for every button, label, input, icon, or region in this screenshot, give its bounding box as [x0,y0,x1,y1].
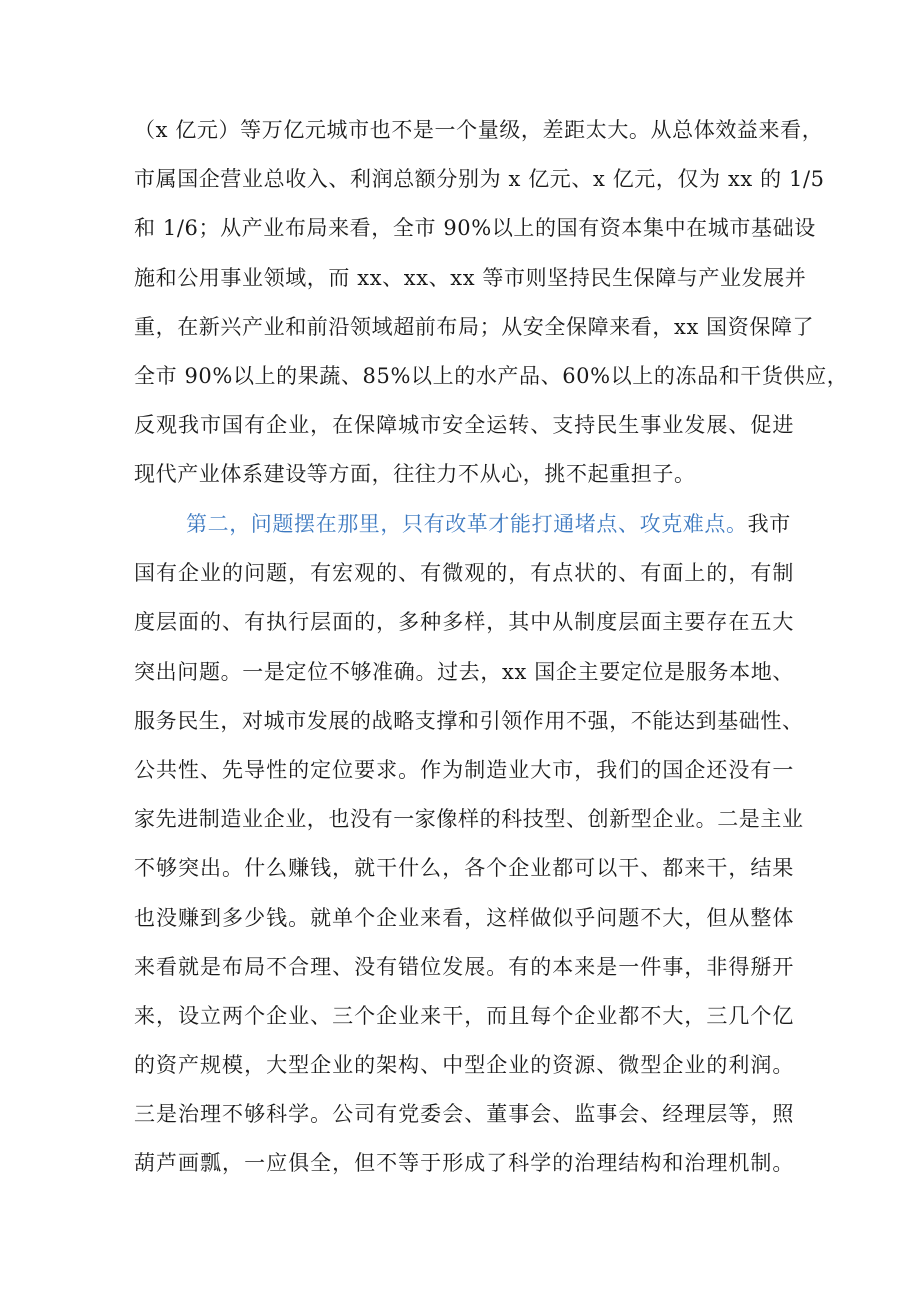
text-line: 市属国企营业总收入、利润总额分别为 x 亿元、x 亿元，仅为 xx 的 1/5 [134,167,825,192]
text-line: 服务民生，对城市发展的战略支撑和引领作用不强，不能达到基础性、 [134,708,804,733]
heading-line-continuation: 我市 [747,512,791,536]
paragraph-2-first-line [134,500,794,549]
text-line: 的资产规模，大型企业的架构、中型企业的资源、微型企业的利润。 [134,1053,794,1078]
text-line: 来看就是布局不合理、没有错位发展。有的本来是一件事，非得掰开 [134,954,794,979]
text-line: 也没赚到多少钱。就单个企业来看，这样做似乎问题不大，但从整体 [134,905,794,930]
text-line: 家先进制造业企业，也没有一家像样的科技型、创新型企业。二是主业 [134,807,804,832]
text-line: 度层面的、有执行层面的，多种多样，其中从制度层面主要存在五大 [134,610,794,635]
text-line: 反观我市国有企业，在保障城市安全运转、支持民生事业发展、促进 [134,413,794,438]
section-heading: 第二，问题摆在那里，只有改革才能打通堵点、攻克难点。 [186,512,748,536]
text-line: （x 亿元）等万亿元城市也不是一个量级，差距太大。从总体效益来看， [134,118,824,142]
text-line: 重，在新兴产业和前沿领域超前布局；从安全保障来看，xx 国资保障了 [134,314,815,339]
text-line: 葫芦画瓢，一应俱全，但不等于形成了科学的治理结构和治理机制。 [134,1151,794,1176]
text-line: 公共性、先导性的定位要求。作为制造业大市，我们的国企还没有一 [134,757,794,782]
paragraph-2 [134,500,804,1189]
text-line: 三是治理不够科学。公司有党委会、董事会、监事会、经理层等，照 [134,1102,794,1127]
paragraph-1 [134,106,849,500]
text-line: 突出问题。一是定位不够准确。过去，xx 国企主要定位是服务本地、 [134,659,794,684]
text-line: 现代产业体系建设等方面，往往力不从心，挑不起重担子。 [134,462,696,487]
text-line: 来，设立两个企业、三个企业来干，而且每个企业都不大，三几个亿 [134,1003,794,1028]
text-line: 国有企业的问题，有宏观的、有微观的，有点状的、有面上的，有制 [134,561,794,586]
text-line: 不够突出。什么赚钱，就干什么，各个企业都可以干、都来干，结果 [134,856,794,881]
text-line: 和 1/6；从产业布局来看，全市 90%以上的国有资本集中在城市基础设 [134,216,816,241]
text-line: 全市 90%以上的果蔬、85%以上的水产品、60%以上的冻品和干货供应， [134,363,849,388]
text-line: 施和公用事业领域，而 xx、xx、xx 等市则坚持民生保障与产业发展并 [134,265,807,290]
